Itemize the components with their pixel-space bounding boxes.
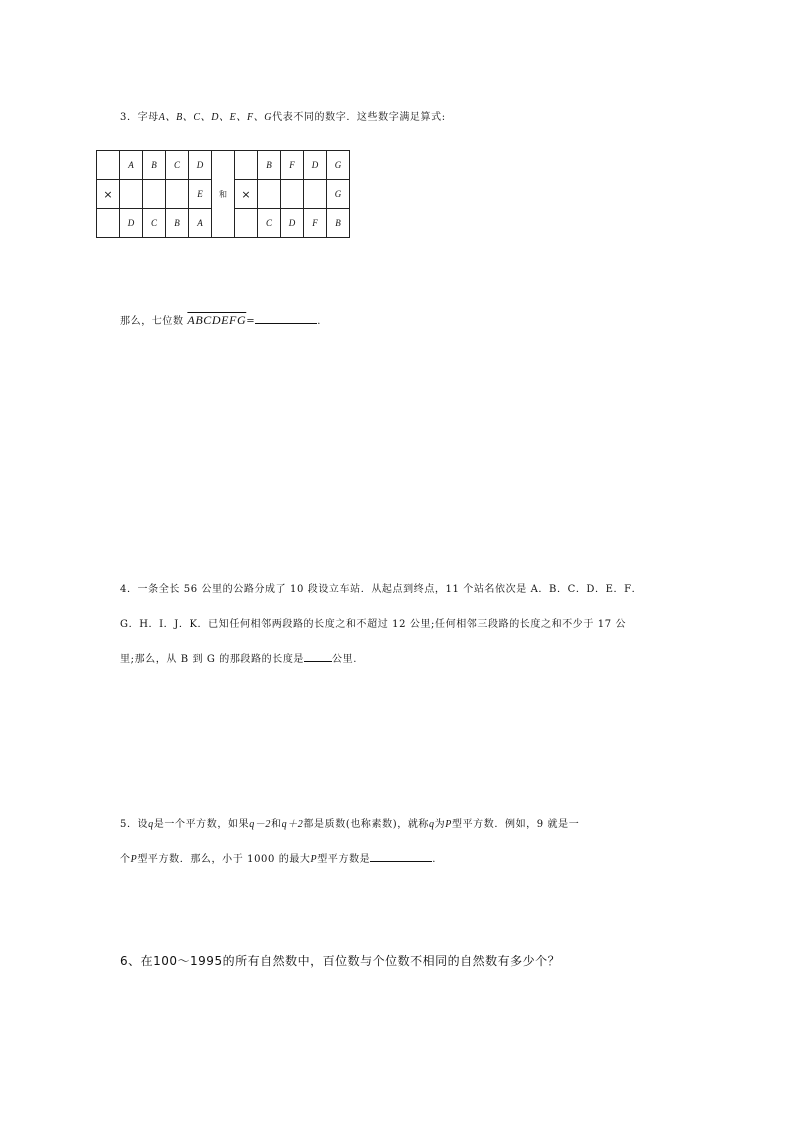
q3-text: 字母	[137, 112, 159, 123]
grid-cell: C	[143, 209, 166, 238]
grid-cell: G	[327, 151, 350, 180]
grid-cell: A	[189, 209, 212, 238]
seven-digit-number: ABCDEFG	[187, 313, 247, 327]
grid-cell	[304, 180, 327, 209]
grid-cell: B	[258, 151, 281, 180]
grid-cell: C	[258, 209, 281, 238]
q5-text: 个	[120, 854, 131, 865]
q5-text: 都是质数(也称素数)，就称	[303, 819, 430, 830]
q5-text: 型平方数．那么，小于 1000 的最大	[137, 854, 311, 865]
answer-blank[interactable]	[370, 851, 432, 862]
grid-cell	[235, 209, 258, 238]
grid-cell: C	[166, 151, 189, 180]
grid-cell: D	[120, 209, 143, 238]
question-4-line-3	[120, 650, 357, 665]
grid-cell	[97, 151, 120, 180]
q5-text: 和	[271, 819, 282, 830]
answer-prefix: 那么，七位数	[120, 316, 184, 327]
question-4-line-1: 4．一条全长 56 公里的公路分成了 10 段设立车站．从起点到终点，11 个站名依次是 A．B．C．D．E．F．	[120, 584, 643, 595]
grid-cell	[166, 180, 189, 209]
question-5-line-1	[120, 815, 579, 830]
question-4-line-2: G．H．I．J．K．已知任何相邻两段路的长度之和不超过 12 公里;任何相邻三段路的长度之和不少于 17 公	[120, 619, 627, 630]
var-p: P	[310, 854, 318, 865]
grid-cell: ×	[97, 180, 120, 209]
grid-row	[97, 151, 350, 180]
grid-cell: D	[281, 209, 304, 238]
q4-text: 里;那么，从 B 到 G 的那段路的长度是	[120, 654, 305, 665]
question-6: 6、在100～1995的所有自然数中，百位数与个位数不相同的自然数有多少个？	[120, 954, 561, 968]
grid-cell-and: 和	[212, 151, 235, 238]
grid-cell	[143, 180, 166, 209]
grid-cell	[281, 180, 304, 209]
grid-cell	[120, 180, 143, 209]
q3-letters: A、B、C、D、E、F、G	[158, 112, 273, 123]
period: .	[432, 854, 437, 865]
q5-text: 型平方数是	[317, 854, 371, 865]
grid-cell: G	[327, 180, 350, 209]
var-q: q	[429, 819, 435, 830]
equals-sign: =	[246, 316, 256, 327]
question-number: 3．	[120, 112, 138, 123]
q4-unit: 公里.	[332, 654, 358, 665]
grid-cell: B	[143, 151, 166, 180]
grid-cell	[258, 180, 281, 209]
period: .	[317, 316, 322, 327]
grid-cell: F	[281, 151, 304, 180]
grid-cell: D	[304, 151, 327, 180]
q5-text: 型平方数．例如，9 就是一	[451, 819, 580, 830]
question-3-answer	[120, 312, 321, 328]
grid-cell: A	[120, 151, 143, 180]
answer-blank[interactable]	[255, 313, 317, 324]
q3-text-end: 代表不同的数字．这些数字满足算式:	[272, 112, 446, 123]
grid-cell: D	[189, 151, 212, 180]
grid-cell: B	[327, 209, 350, 238]
grid-cell: F	[304, 209, 327, 238]
var-p: P	[445, 819, 452, 830]
q5-text: 是一个平方数，如果	[153, 819, 250, 830]
expr-q-minus-2: q－2	[249, 819, 271, 830]
grid-cell: ×	[235, 180, 258, 209]
var-q: q	[148, 819, 154, 830]
q5-text: 为	[434, 819, 446, 830]
grid-cell: E	[189, 180, 212, 209]
question-3-prompt	[120, 108, 446, 123]
q5-text: 5．设	[120, 819, 149, 830]
answer-blank[interactable]	[304, 651, 332, 662]
multiplication-grid	[96, 150, 350, 238]
grid-cell	[235, 151, 258, 180]
grid-cell	[97, 209, 120, 238]
var-p: P	[130, 854, 138, 865]
grid-cell: B	[166, 209, 189, 238]
question-5-line-2	[120, 850, 436, 865]
expr-q-plus-2: q＋2	[281, 819, 304, 830]
